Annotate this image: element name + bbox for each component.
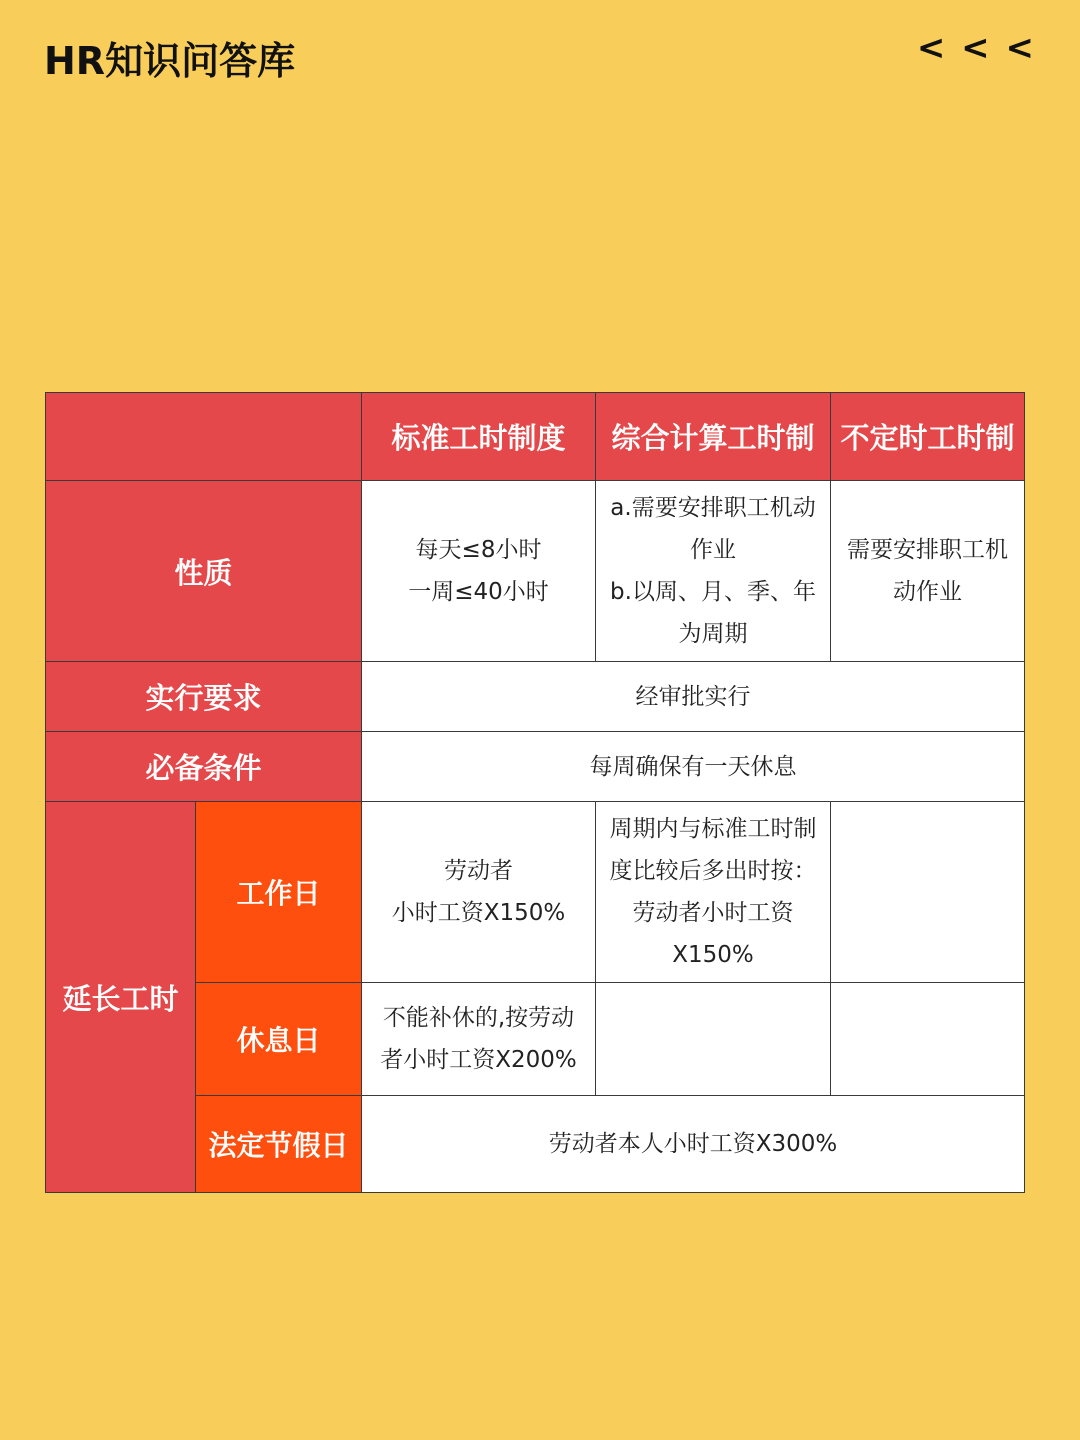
- workday-standard-cell: [362, 802, 596, 983]
- restday-standard-cell: [362, 983, 596, 1096]
- row-label-overtime: 延长工时: [46, 802, 196, 1193]
- nature-flexible-line: 动作业: [893, 579, 962, 605]
- restday-comprehensive-cell: [596, 983, 831, 1096]
- workday-comprehensive-cell: [596, 802, 831, 983]
- nature-standard-line: 一周≤40小时: [408, 579, 549, 605]
- header-corner-cell: [46, 393, 362, 481]
- nature-comprehensive-line: 作业: [690, 537, 736, 563]
- sub-label-holiday: 法定节假日: [196, 1096, 362, 1193]
- nature-standard-line: 每天≤8小时: [415, 537, 542, 563]
- holiday-value: 劳动者本人小时工资X300%: [362, 1096, 1025, 1193]
- row-label-condition: 必备条件: [46, 732, 362, 802]
- workday-comprehensive-line: 度比较后多出时按：: [609, 858, 817, 884]
- workday-comprehensive-line: 劳动者小时工资: [632, 900, 794, 926]
- workday-standard-line: 小时工资X150%: [391, 900, 566, 926]
- restday-flexible-cell: [831, 983, 1025, 1096]
- workday-standard-line: 劳动者: [444, 858, 513, 884]
- nature-comprehensive-line: a.需要安排职工机动: [610, 495, 816, 521]
- restday-standard-line: 者小时工资X200%: [380, 1047, 577, 1073]
- nature-comprehensive-line: b.以周、月、季、年: [610, 579, 816, 605]
- sub-label-workday: 工作日: [196, 802, 362, 983]
- column-header-flexible: 不定时工时制: [831, 393, 1025, 481]
- restday-standard-line: 不能补休的,按劳动: [382, 1005, 575, 1031]
- workday-comprehensive-line: 周期内与标准工时制: [609, 816, 817, 842]
- sub-label-restday: 休息日: [196, 983, 362, 1096]
- nature-comprehensive-line: 为周期: [678, 621, 748, 647]
- working-hours-table: [45, 392, 1025, 1193]
- row-label-requirement: 实行要求: [46, 662, 362, 732]
- row-label-nature: 性质: [46, 481, 362, 662]
- requirement-value: 经审批实行: [362, 662, 1025, 732]
- nature-flexible-line: 需要安排职工机: [847, 537, 1008, 563]
- page-title: HR知识问答库: [44, 39, 296, 83]
- nature-comprehensive-cell: [596, 481, 831, 662]
- workday-flexible-cell: [831, 802, 1025, 983]
- workday-comprehensive-line: X150%: [672, 942, 754, 968]
- condition-value: 每周确保有一天休息: [362, 732, 1025, 802]
- nature-standard-cell: [362, 481, 596, 662]
- back-chevrons-icon[interactable]: < < <: [916, 28, 1036, 68]
- nature-flexible-cell: [831, 481, 1025, 662]
- column-header-comprehensive: 综合计算工时制: [596, 393, 831, 481]
- column-header-standard: 标准工时制度: [362, 393, 596, 481]
